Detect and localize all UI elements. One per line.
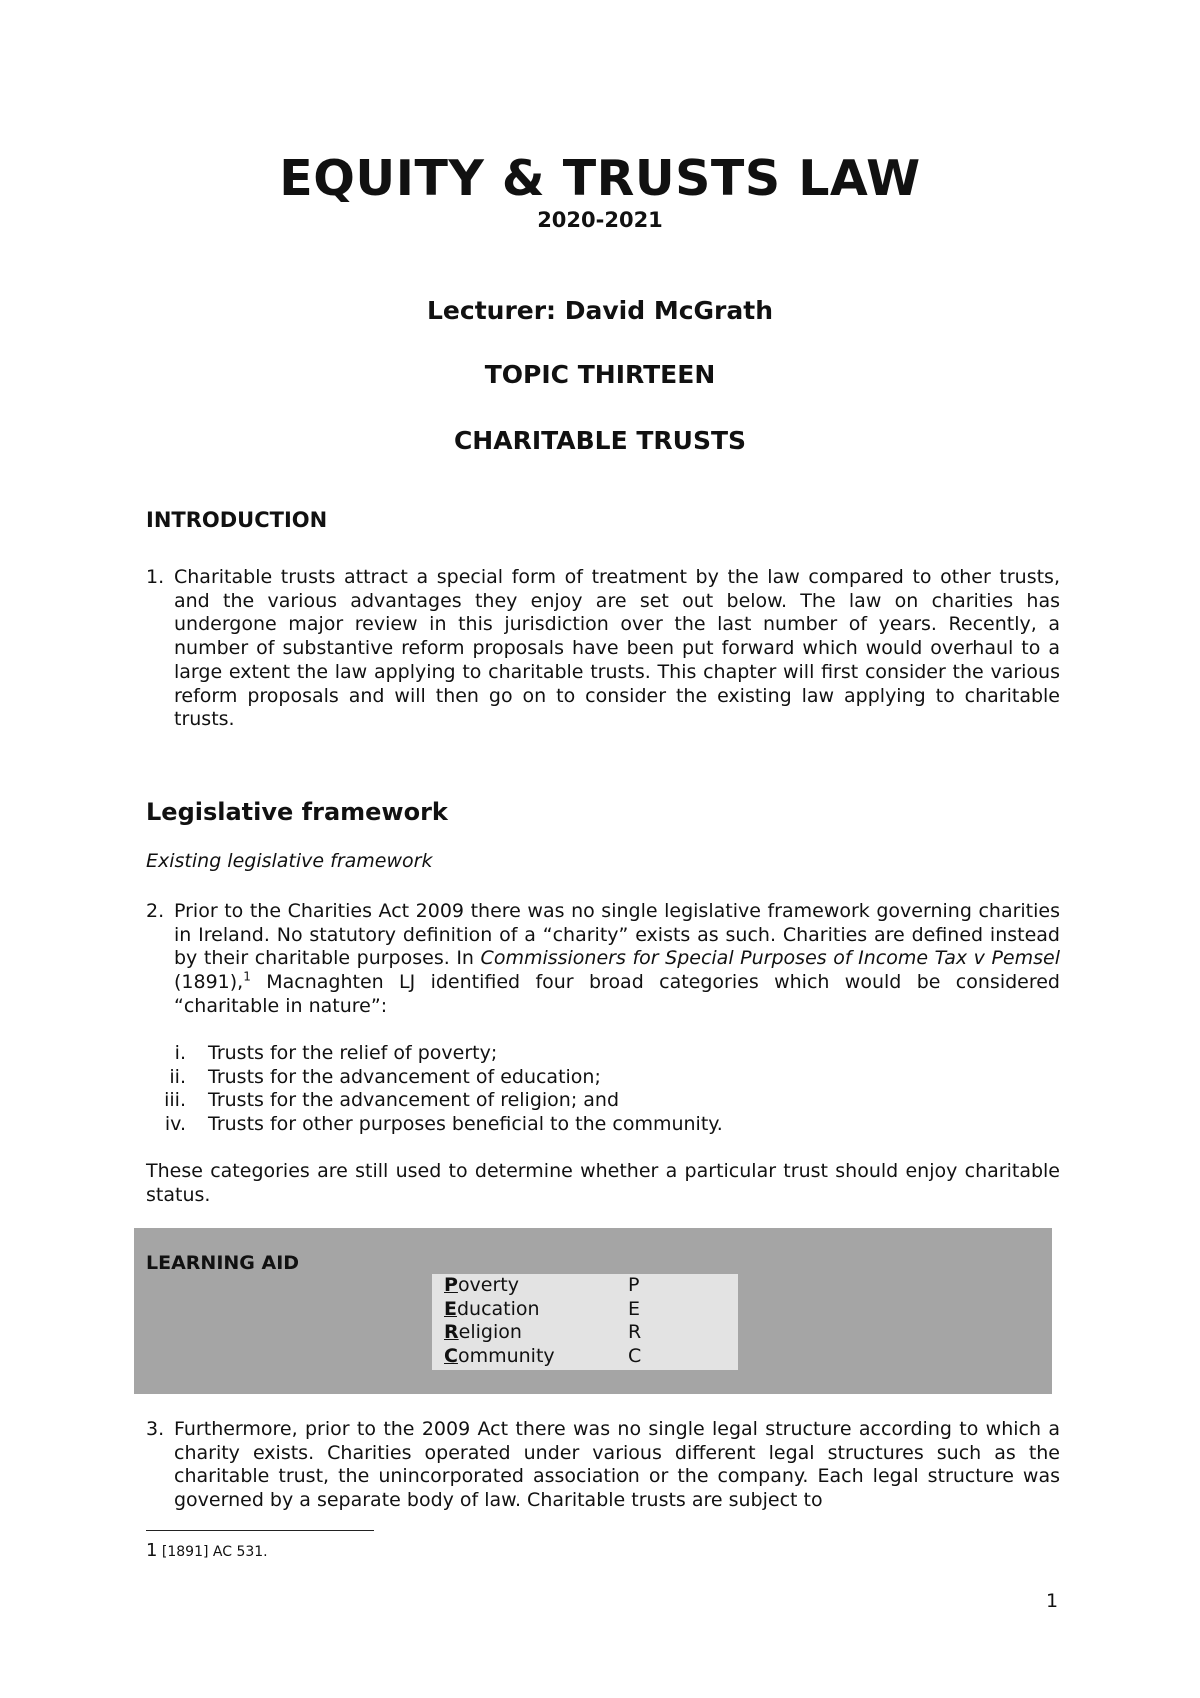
footnote-number: 1 (146, 1540, 158, 1561)
mnemonic-table (432, 1274, 738, 1370)
paragraph-text-part: (1891), (174, 971, 244, 994)
footnote-separator (146, 1530, 374, 1531)
mnemonic-letter: P (628, 1274, 640, 1296)
paragraph-number: 3. (146, 1418, 165, 1440)
learning-aid-box (134, 1228, 1052, 1394)
category-text: Trusts for the advancement of education; (208, 1065, 601, 1088)
paragraph-number: 1. (146, 566, 165, 588)
category-item (146, 1113, 723, 1137)
paragraph-number: 2. (146, 900, 165, 922)
mnemonic-row (432, 1321, 738, 1345)
category-number: iv. (164, 1113, 186, 1136)
mnemonic-rest: ducation (456, 1297, 540, 1320)
mnemonic-rest: ommunity (457, 1344, 555, 1367)
paragraph-text: Furthermore, prior to the 2009 Act there was no single legal structure according to which a charity exists. Charities operated under various different legal structures such as the charitable trust, the unincorporated association or the company. Each legal structure was governed by a separate body of law. Charitable trusts are subject to (174, 1418, 1060, 1512)
mnemonic-initial: C (444, 1344, 458, 1367)
mnemonic-rest: overty (457, 1274, 520, 1296)
mnemonic-word (444, 1345, 555, 1369)
subject-heading: CHARITABLE TRUSTS (453, 426, 747, 455)
page-number: 1 (1046, 1590, 1059, 1612)
topic-heading: TOPIC THIRTEEN (484, 360, 716, 389)
mnemonic-row (432, 1274, 738, 1298)
paragraph-text (174, 900, 1060, 1019)
lecturer-line: Lecturer: David McGrath (426, 296, 774, 325)
category-item (146, 1089, 619, 1113)
case-name: Commissioners for Special Purposes of Income Tax v Pemsel (480, 947, 1060, 970)
academic-year: 2020-2021 (537, 208, 663, 232)
category-text: Trusts for other purposes beneficial to the community. (208, 1113, 723, 1136)
mnemonic-initial: R (444, 1321, 459, 1343)
paragraph-text-part: Prior to the Charities Act 2009 there was no single legislative framework governing charities in Ireland. No statutory definition of a “charity” exists as such. Charities are defined instead by their charitable purposes. In (174, 900, 1060, 970)
legislative-framework-heading: Legislative framework (146, 798, 448, 826)
category-text: Trusts for the advancement of religion; and (208, 1089, 620, 1112)
paragraph-text: These categories are still used to determine whether a particular trust should enjoy charitable status. (146, 1160, 1060, 1206)
footnote-reference[interactable]: 1 (243, 969, 251, 984)
category-number: iii. (164, 1089, 186, 1112)
mnemonic-word (444, 1298, 540, 1322)
paragraph-text-part: Macnaghten LJ identified four broad categories which would be considered “charitable in nature”: (174, 971, 1060, 1017)
mnemonic-letter: R (628, 1321, 642, 1343)
mnemonic-initial: E (444, 1297, 457, 1320)
footnote-text: [1891] AC 531. (157, 1544, 268, 1560)
footnote (146, 1540, 268, 1561)
mnemonic-row (432, 1345, 738, 1369)
categories-note (146, 1160, 1060, 1207)
category-item (146, 1042, 497, 1066)
mnemonic-word (444, 1321, 522, 1345)
document-title: EQUITY & TRUSTS LAW (279, 150, 921, 207)
mnemonic-initial: P (444, 1274, 458, 1296)
paragraph-2 (146, 900, 1060, 1019)
paragraph-3 (146, 1418, 1060, 1513)
mnemonic-word (444, 1274, 519, 1298)
category-text: Trusts for the relief of poverty; (208, 1042, 498, 1064)
category-number: i. (174, 1042, 186, 1064)
paragraph-text: Charitable trusts attract a special form of treatment by the law compared to other trusts, and the various advantages they enjoy are set out below. The law on charities has undergone major review in this jurisdiction over the last number of years. Recently, a number of substantive reform proposals have been put forward which would overhaul to a large extent the law applying to charitable trusts. This chapter will first consider the various reform proposals and will then go on to consider the existing law applying to charitable trusts. (174, 566, 1060, 731)
paragraph-1 (146, 566, 1060, 732)
category-number: ii. (169, 1065, 186, 1088)
mnemonic-rest: eligion (458, 1321, 522, 1343)
mnemonic-letter: E (628, 1297, 641, 1320)
introduction-heading: INTRODUCTION (146, 508, 328, 532)
category-item (146, 1066, 601, 1090)
existing-framework-subheading: Existing legislative framework (146, 850, 433, 872)
mnemonic-letter: C (628, 1344, 642, 1367)
mnemonic-row (432, 1298, 738, 1322)
learning-aid-label: LEARNING AID (146, 1252, 300, 1274)
